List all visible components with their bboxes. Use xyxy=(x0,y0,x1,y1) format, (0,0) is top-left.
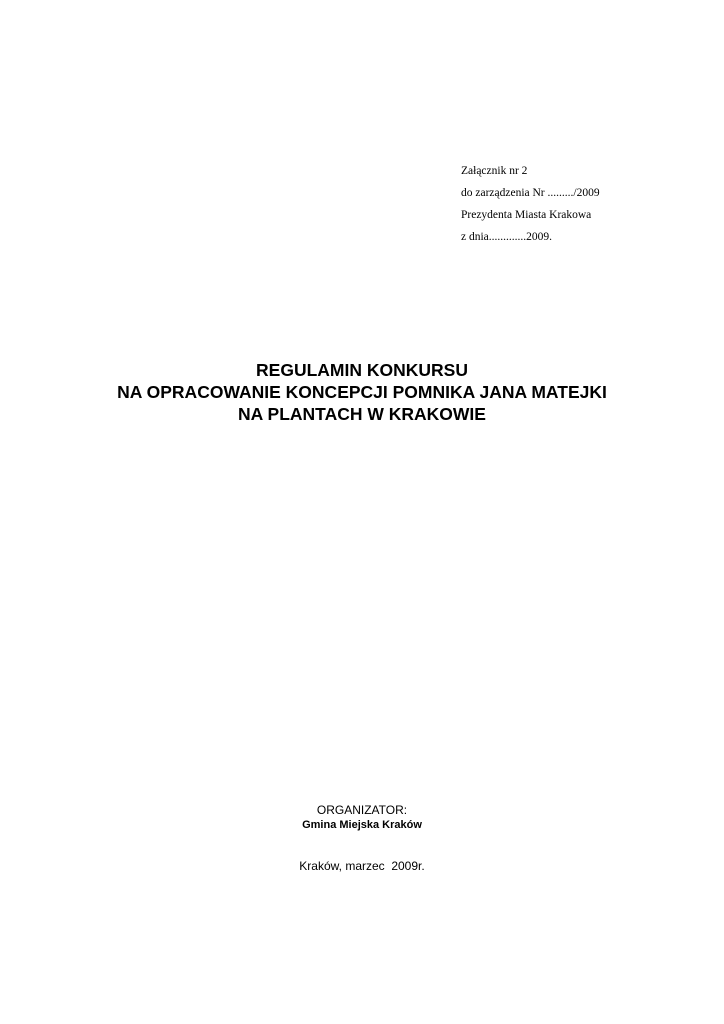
organizer-block xyxy=(0,803,724,833)
annex-issuer: Prezydenta Miasta Krakowa xyxy=(461,209,592,221)
organizer-name: Gmina Miejska Kraków xyxy=(302,819,422,831)
title-line-2: NA OPRACOWANIE KONCEPCJI POMNIKA JANA MATEJKI xyxy=(117,382,607,402)
annex-date: z dnia.............2009. xyxy=(461,231,553,243)
organizer-label: ORGANIZATOR: xyxy=(316,803,408,817)
title-line-3: NA PLANTACH W KRAKOWIE xyxy=(238,404,486,424)
document-title xyxy=(0,359,724,425)
annex-number: Załącznik nr 2 xyxy=(461,165,528,177)
annex-ordinance: do zarządzenia Nr ........./2009 xyxy=(461,187,600,199)
title-line-1: REGULAMIN KONKURSU xyxy=(256,360,468,380)
place-and-date: Kraków, marzec 2009r. xyxy=(299,859,425,873)
annex-reference xyxy=(461,160,600,248)
